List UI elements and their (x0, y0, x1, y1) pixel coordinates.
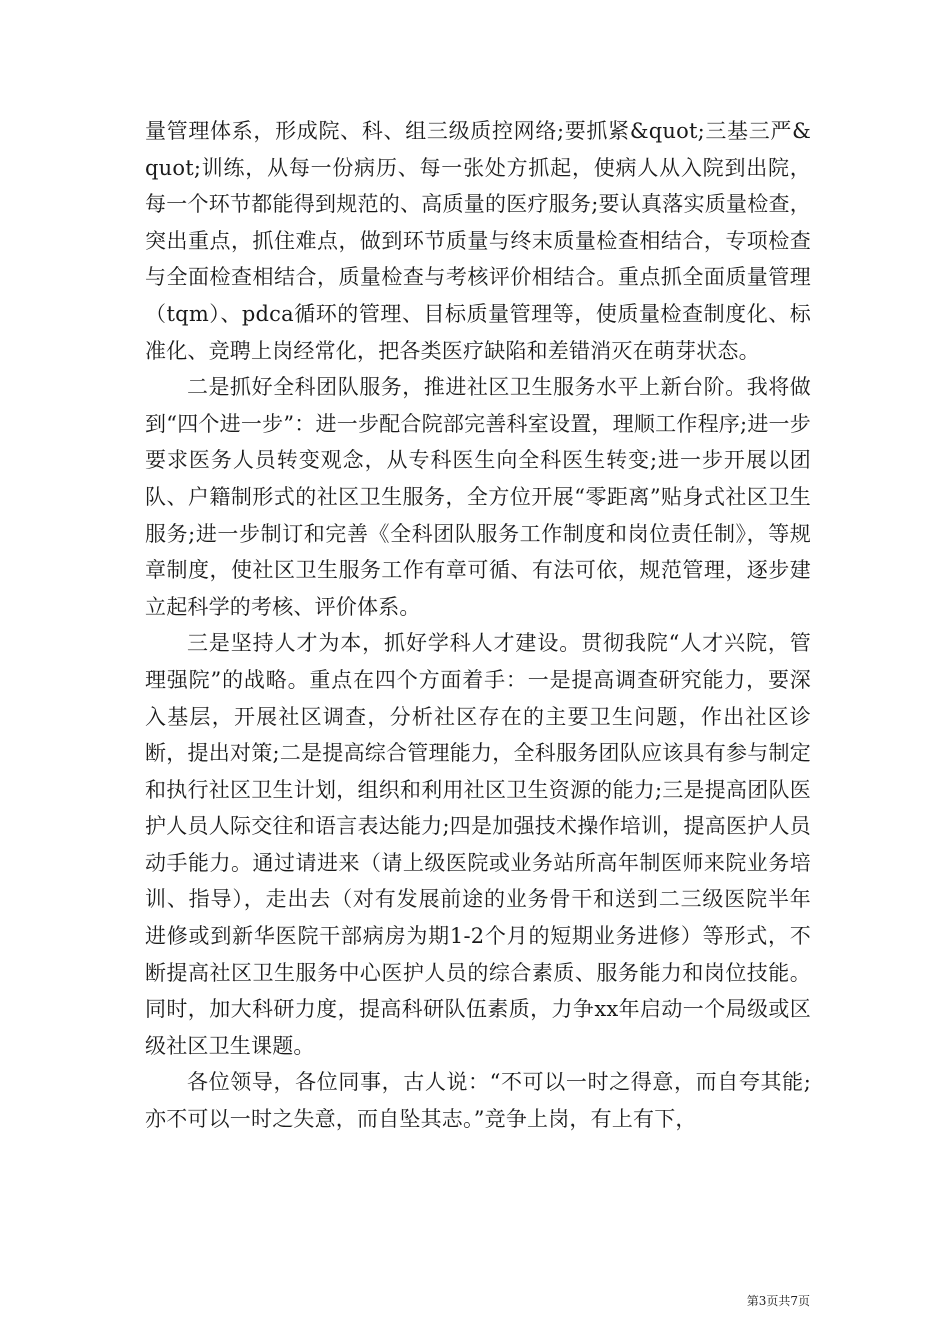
paragraph-general-team-service: 二是抓好全科团队服务，推进社区卫生服务水平上新台阶。我将做到“四个进一步”：进一步配合院部完善科室设置，理顺工作程序;进一步要求医务人员转变观念，从专科医生向全科医生转变;进一步开展以团队、户籍制形式的社区卫生服务，全方位开展“零距离”贴身式社区卫生服务;进一步制订和完善《全科团队服务工作制度和岗位责任制》，等规章制度，使社区卫生服务工作有章可循、有法可依，规范管理，逐步建立起科学的考核、评价体系。 (145, 375, 811, 619)
page-number-footer: 第3页共7页 (746, 1294, 810, 1308)
paragraph-closing-remarks: 各位领导，各位同事，古人说：“不可以一时之得意，而自夸其能;亦不可以一时之失意，而自坠其志。”竞争上岗，有上有下， (145, 1070, 811, 1132)
paragraph-talent-building: 三是坚持人才为本，抓好学科人才建设。贯彻我院“人才兴院，管理强院”的战略。重点在四个方面着手：一是提高调查研究能力，要深入基层，开展社区调查，分析社区存在的主要卫生问题，作出社区诊断，提出对策;二是提高综合管理能力，全科服务团队应该具有参与制定和执行社区卫生计划，组织和利用社区卫生资源的能力;三是提高团队医护人员人际交往和语言表达能力;四是加强技术操作培训，提高医护人员动手能力。通过请进来（请上级医院或业务站所高年制医师来院业务培训、指导），走出去（对有发展前途的业务骨干和送到二三级医院半年进修或到新华医院干部病房为期1-2个月的短期业务进修）等形式，不断提高社区卫生服务中心医护人员的综合素质、服务能力和岗位技能。同时，加大科研力度，提高科研队伍素质，力争xx年启动一个局级或区级社区卫生课题。 (145, 631, 811, 1058)
paragraph-quality-management: 量管理体系，形成院、科、组三级质控网络;要抓紧&quot;三基三严&quot;训练，从每一份病历、每一张处方抓起，使病人从入院到出院，每一个环节都能得到规范的、高质量的医疗服务;要认真落实质量检查，突出重点，抓住难点，做到环节质量与终末质量检查相结合，专项检查与全面检查相结合，质量检查与考核评价相结合。重点抓全面质量管理（tqm）、pdca循环的管理、目标质量管理等，使质量检查制度化、标准化、竞聘上岗经常化，把各类医疗缺陷和差错消灭在萌芽状态。 (145, 119, 811, 363)
document-body (145, 113, 811, 1138)
